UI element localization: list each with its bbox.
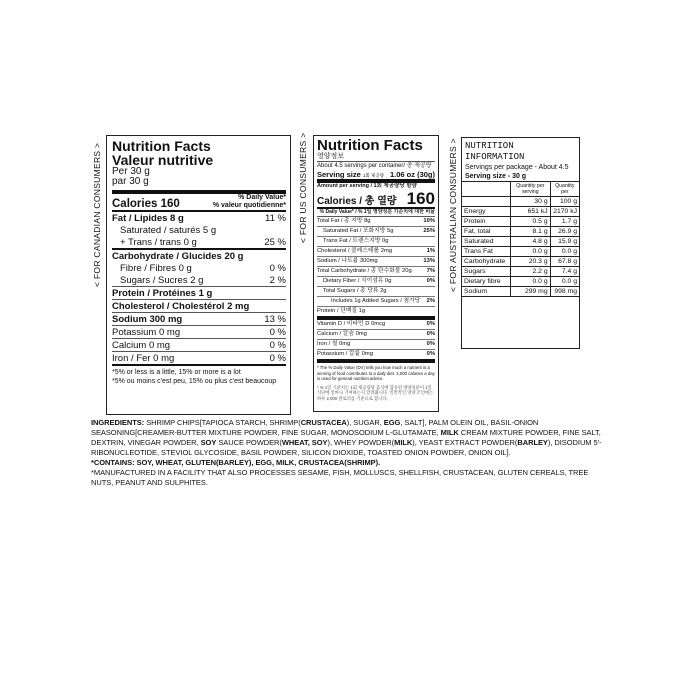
us-nutrient-dv: 0% <box>426 321 435 327</box>
canada-nutrient-row <box>112 351 286 364</box>
us-calories-row <box>317 190 435 209</box>
au-cell: Sugars <box>462 267 511 277</box>
au-cell: 0.0 g <box>511 247 551 257</box>
au-serving-size: Serving size - 30 g <box>465 173 527 180</box>
au-cell: Sodium <box>462 287 511 297</box>
us-nutrient-label: Vitamin D / 비타민 D 0mcg <box>317 321 386 327</box>
canada-nutrient-dv: 0 % <box>269 327 286 338</box>
us-nutrient-row <box>317 330 435 340</box>
allergen-milk: MILK <box>440 428 459 437</box>
ingredients-label: INGREDIENTS: <box>91 418 145 427</box>
us-calories-value: 160 <box>406 189 435 208</box>
allergen-egg: EGG <box>383 418 401 427</box>
canada-nutrient-label: Fat / Lipides 8 g <box>112 213 184 224</box>
canada-nutrient-rows <box>112 210 286 364</box>
canada-title-en: Nutrition Facts <box>112 138 211 154</box>
ingredients-seg: SHRIMP CHIPS[TAPIOCA STARCH, SHRIMP( <box>146 418 301 427</box>
us-serving-size-row <box>317 170 435 183</box>
au-cell: 7.4 g <box>550 267 579 277</box>
us-side-label: < FOR US CONSUMERS > <box>298 132 308 243</box>
canada-per-fr: par 30 g <box>112 176 149 187</box>
au-nutrient-row <box>462 227 579 237</box>
au-cell: Saturated <box>462 237 511 247</box>
us-nutrient-dv: 2% <box>426 298 435 304</box>
us-nutrient-dv: 1% <box>426 248 435 254</box>
canada-nutrient-dv: 0 % <box>269 263 286 274</box>
au-cell: Energy <box>462 207 511 217</box>
canada-nutrient-dv: 25 % <box>264 237 286 248</box>
us-nutrient-row <box>317 217 435 227</box>
canada-nutrient-label: Cholesterol / Cholestérol 2 mg <box>112 301 250 312</box>
canada-nutrient-row <box>112 248 286 262</box>
us-nutrient-label: Potassium / 칼륨 0mg <box>317 351 373 357</box>
au-cell: Protein <box>462 217 511 227</box>
canada-nutrient-dv: 0 % <box>269 353 286 364</box>
canada-nutrient-dv: 13 % <box>264 314 286 325</box>
canada-nutrient-label: Iron / Fer 0 mg <box>112 353 175 364</box>
us-nutrient-label: Sodium / 나트륨 300mg <box>317 258 378 264</box>
us-nutrient-row <box>317 307 435 320</box>
us-nutrient-row <box>317 267 435 277</box>
canada-nutrient-dv: 11 % <box>265 213 286 224</box>
us-nutrient-dv: 0% <box>426 331 435 337</box>
us-nutrient-dv: 10% <box>423 218 435 224</box>
au-cell: 0.0 g <box>511 277 551 287</box>
us-nutrient-label: Total Carbohydrate / 총 탄수화물 20g <box>317 268 412 274</box>
us-nutrient-label: Iron / 철 0mg <box>317 341 351 347</box>
au-cell: 26.9 g <box>550 227 579 237</box>
us-title-ko: 영양정보 <box>317 153 345 160</box>
canada-nutrient-row <box>112 312 286 325</box>
us-dv-header: % Daily Value* / % 1일 영양성분 기준치에 대한 비율 <box>317 209 435 217</box>
us-nutrient-dv: 0% <box>426 351 435 357</box>
us-nutrient-dv: 25% <box>423 228 435 234</box>
canada-nutrient-row <box>112 274 286 286</box>
canada-title-fr: Valeur nutritive <box>112 152 214 168</box>
ingredients-text <box>91 418 611 458</box>
canada-nutrient-row <box>112 236 286 248</box>
us-nutrient-row <box>317 340 435 350</box>
canada-nutrient-row <box>112 224 286 236</box>
au-nutrient-row <box>462 197 579 207</box>
au-servings: Servings per package - About 4.5 <box>465 164 569 171</box>
us-servings: About 4.5 servings per container/ 총 제공량 <box>317 161 435 170</box>
canada-calories-row <box>112 194 286 210</box>
canada-footnote-fr: *5% ou moins c'est peu, 15% ou plus c'est beaucoup <box>112 378 277 385</box>
au-nutrient-row <box>462 287 579 297</box>
us-serving-size-label: Serving size <box>317 170 361 179</box>
us-title: Nutrition Facts <box>317 137 423 154</box>
au-cell: 0.0 g <box>550 247 579 257</box>
canada-dv-fr: % valeur quotidienne* <box>212 202 286 209</box>
us-nutrient-label: Calcium / 칼슘 0mg <box>317 331 367 337</box>
canadian-side-label: < FOR CANADIAN CONSUMERS > <box>92 142 102 287</box>
au-cell: 1.7 g <box>550 217 579 227</box>
us-nutrient-row <box>317 247 435 257</box>
canada-nutrient-label: Fibre / Fibres 0 g <box>120 263 192 274</box>
au-col-per-100g: Quantity per <box>550 182 579 197</box>
us-nutrient-row <box>317 297 435 307</box>
canada-nutrient-label: Sodium 300 mg <box>112 314 183 325</box>
canada-dv-en: % Daily Value* <box>238 194 286 201</box>
ingredients-seg: , SALT], PALM OLEIN OIL, BASIL-ONION SEASONING[CREAMER-BUTTER MIXTURE POWDER, FINE SUGAR, MONOSODIUM L-GLUTAMATE, <box>91 418 539 437</box>
us-nutrient-label: Total Fat / 총 지방 8g <box>317 218 371 224</box>
us-amount-per-serving: Amount per serving / 1회 제공량당 함량 <box>317 183 417 189</box>
canada-footnote-en: *5% or less is a little, 15% or more is a lot <box>112 369 241 376</box>
au-nutrition-table <box>462 182 579 297</box>
us-nutrient-label: Includes 1g Added Sugars / 첨가당 <box>331 298 421 304</box>
au-cell: Trans Fat <box>462 247 511 257</box>
canada-nutrient-label: Calcium 0 mg <box>112 340 171 351</box>
us-nutrient-label: Cholesterol / 콜레스테롤 2mg <box>317 248 393 254</box>
canada-nutrient-row <box>112 262 286 274</box>
canada-footnote <box>112 364 286 386</box>
canada-nutrient-label: + Trans / trans 0 g <box>120 237 197 248</box>
canada-nutrient-label: Carbohydrate / Glucides 20 g <box>112 251 244 262</box>
ingredients-seg: SAUCE POWDER( <box>216 438 282 447</box>
canada-calories: Calories 160 <box>112 198 180 210</box>
ingredients-seg: ), SUGAR, <box>346 418 384 427</box>
au-cell: 2.2 g <box>511 267 551 277</box>
au-cell: 67.8 g <box>550 257 579 267</box>
us-nutrient-dv: 7% <box>426 268 435 274</box>
au-cell: 0.5 g <box>511 217 551 227</box>
canada-nutrient-label: Protein / Protéines 1 g <box>112 288 213 299</box>
allergen-milk: MILK <box>394 438 413 447</box>
canada-nutrient-row <box>112 286 286 299</box>
au-cell: 998 mg <box>550 287 579 297</box>
australian-nutrition-panel <box>461 137 580 349</box>
au-cell: 0.0 g <box>550 277 579 287</box>
us-nutrient-row <box>317 227 435 237</box>
canada-nutrient-row <box>112 338 286 351</box>
canada-nutrient-row <box>112 299 286 312</box>
au-cell: Dietary fibre <box>462 277 511 287</box>
us-nutrient-row <box>317 257 435 267</box>
us-footnote-ko: * % 1일 기준치는 1회 제공량당 음식에 함유된 영양성분이 1일 식단에 얼마나 기여하는지 알려줍니다. 일반적인 영양 조언에는 하루 2,000 칼로리를 기준으로 합니다. <box>317 384 434 401</box>
au-cell: 299 mg <box>511 287 551 297</box>
ingredients-seg: ), YEAST EXTRACT POWDER( <box>412 438 518 447</box>
allergen-crustacea: CRUSTACEA <box>300 418 347 427</box>
us-nutrient-dv: 13% <box>423 258 435 264</box>
contains-statement: *CONTAINS: SOY, WHEAT, GLUTEN(BARLEY), EGG, MILK, CRUSTACEA(SHRIMP). <box>91 458 381 467</box>
allergen-soy: SOY <box>200 438 217 447</box>
us-nutrient-label: Total Sugars / 총 당류 2g <box>323 288 387 294</box>
canada-nutrient-label: Potassium 0 mg <box>112 327 181 338</box>
us-nutrient-row <box>317 277 435 287</box>
au-cell: 100 g <box>550 197 579 207</box>
australian-side-label: < FOR AUSTRALIAN CONSUMERS > <box>448 138 458 292</box>
au-cell <box>462 197 511 207</box>
us-nutrient-row <box>317 350 435 363</box>
us-nutrient-row <box>317 320 435 330</box>
us-nutrient-label: Trans Fat / 트랜스지방 0g <box>323 238 389 244</box>
au-cell: 4.8 g <box>511 237 551 247</box>
canada-nutrient-dv: 2 % <box>269 275 286 286</box>
us-serving-size-ko: 1회 제공량 <box>362 173 385 178</box>
allergen-barley: BARLEY <box>517 438 548 447</box>
us-nutrient-label: Dietary Fiber / 식이섬유 0g <box>323 278 392 284</box>
au-cell: 30 g <box>511 197 551 207</box>
au-nutrient-row <box>462 207 579 217</box>
us-nutrient-dv: 0% <box>426 278 435 284</box>
us-nutrient-dv: 0% <box>426 341 435 347</box>
us-nutrient-label: Saturated Fat / 포화지방 5g <box>323 228 394 234</box>
facility-statement: *MANUFACTURED IN A FACILITY THAT ALSO PROCESSES SESAME, FISH, MOLLUSCS, SHELLFISH, CRUSTACEAN, GLUTEN CEREALS, TREE NUTS, PEANUT AND SULPHITES. <box>91 468 589 487</box>
au-cell: Carbohydrate <box>462 257 511 267</box>
us-nutrient-row <box>317 287 435 297</box>
ingredients-seg: ), DISODIUM 5'-RIBONUCLEOTIDE, STEVIOL GLYCOSIDE, BASIL POWDER, SILICON DIOXIDE, TOASTED ONION POWDER, ONION OIL]. <box>91 438 602 457</box>
au-nutrient-row <box>462 267 579 277</box>
canada-nutrient-dv: 0 % <box>269 340 286 351</box>
au-cell: 2170 kJ <box>550 207 579 217</box>
us-nutrition-panel <box>313 135 439 412</box>
canadian-nutrition-panel <box>106 135 291 415</box>
au-nutrient-row <box>462 237 579 247</box>
canada-nutrient-row <box>112 210 286 224</box>
canada-nutrient-label: Sugars / Sucres 2 g <box>120 275 204 286</box>
us-serving-size-value: 1.06 oz (30g) <box>389 170 435 179</box>
au-header-row <box>462 182 579 197</box>
us-footnote-en: * The % Daily Value (DV) tells you how much a nutrient in a serving of food contributes to a daily diet. 2,000 calories a day is used for general nutrition advice. <box>317 365 435 381</box>
us-nutrient-label: Protein / 단백질 1g <box>317 308 366 314</box>
au-cell: Fat, total <box>462 227 511 237</box>
au-cell: 8.1 g <box>511 227 551 237</box>
ingredients-seg: CREAM MIXTURE POWDER, FINE SALT, DEXTRIN, VINEGAR POWDER, <box>91 428 601 447</box>
au-col-per-serving: Quantity per serving <box>511 182 551 197</box>
canada-per-en: Per 30 g <box>112 166 150 177</box>
au-nutrient-row <box>462 277 579 287</box>
ingredients-seg: ), WHEY POWDER( <box>327 438 395 447</box>
au-cell: 15.9 g <box>550 237 579 247</box>
us-nutrient-row <box>317 237 435 247</box>
au-nutrient-row <box>462 217 579 227</box>
au-cell: 20.3 g <box>511 257 551 267</box>
au-cell: 651 kJ <box>511 207 551 217</box>
canada-dv-header <box>213 194 286 210</box>
au-title: NUTRITION INFORMATION <box>465 141 525 162</box>
us-calories-label: Calories / 총 열량 <box>317 196 397 207</box>
canada-nutrient-row <box>112 325 286 338</box>
au-servings-block <box>462 163 579 182</box>
au-nutrient-row <box>462 257 579 267</box>
allergen-wheat-soy: WHEAT, SOY <box>281 438 328 447</box>
us-nutrient-rows <box>317 217 435 363</box>
ingredients-block <box>91 418 611 488</box>
au-nutrient-row <box>462 247 579 257</box>
canada-nutrient-label: Saturated / saturés 5 g <box>120 225 217 236</box>
